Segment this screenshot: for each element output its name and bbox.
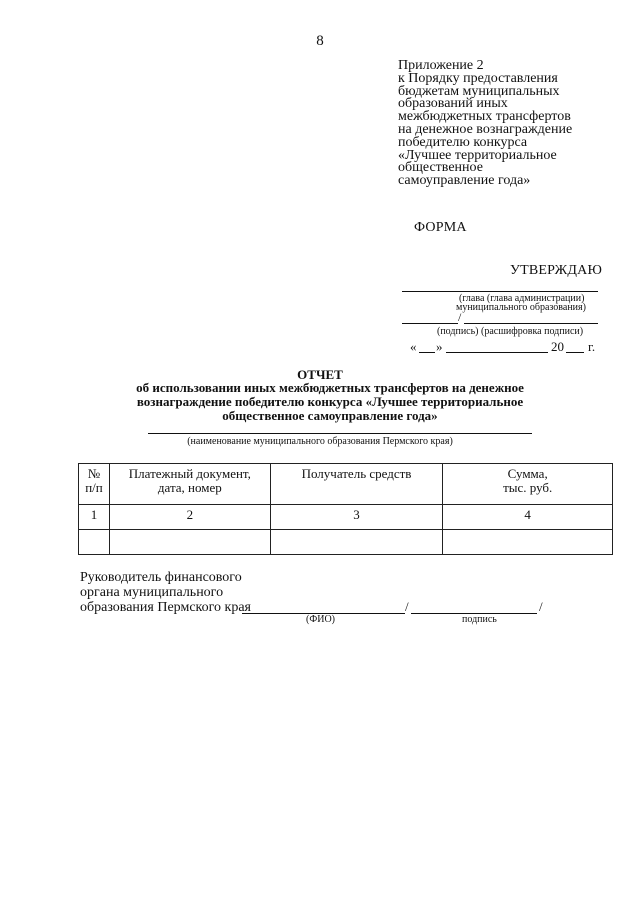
appendix-header — [398, 60, 618, 188]
date-day-line — [419, 352, 435, 353]
appendix-line: бюджетам муниципальных — [398, 83, 560, 99]
header-text: № — [87, 466, 101, 481]
appendix-line: к Порядку предоставления — [398, 70, 558, 86]
header-text: Платежный документ, — [128, 466, 251, 481]
appendix-line: победителю конкурса — [398, 134, 528, 150]
date-month-line — [446, 352, 548, 353]
appendix-line: Приложение 2 — [398, 58, 484, 73]
report-subtitle-line: вознаграждение победителю конкурса «Лучшее территориальное — [136, 394, 524, 409]
empty-cell — [79, 530, 110, 555]
appendix-line: на денежное вознаграждение — [398, 121, 573, 137]
table-header-row — [79, 464, 613, 505]
head-caption-2: муниципального образования) — [456, 302, 586, 313]
empty-cell — [270, 530, 443, 555]
header-text: Получатель средств — [301, 466, 412, 481]
column-number-cell: 3 — [270, 505, 443, 530]
signature-block — [80, 570, 251, 615]
appendix-line: межбюджетных трансфертов — [398, 109, 571, 125]
approval-heading: УТВЕРЖДАЮ — [510, 263, 603, 278]
signature-caption: (подпись) (расшифровка подписи) — [437, 326, 584, 337]
report-subtitle — [110, 381, 550, 423]
signature-decoding-line — [464, 323, 598, 324]
signature-line — [402, 323, 458, 324]
empty-cell — [109, 530, 270, 555]
date-year-suffix: г. — [588, 339, 596, 354]
table-empty-row — [79, 530, 613, 555]
signature-block-line: образования Пермского края — [80, 600, 251, 615]
header-cell-payment-document — [109, 464, 270, 505]
report-table — [78, 463, 613, 555]
appendix-line: общественное — [398, 160, 483, 176]
signature-block-line: Руководитель финансового — [80, 570, 242, 585]
header-text: п/п — [85, 480, 103, 495]
header-text: Сумма, — [507, 466, 548, 481]
date-year-line — [566, 352, 584, 353]
column-number-cell: 4 — [443, 505, 613, 530]
head-caption-1: (глава (глава администрации) — [459, 293, 585, 304]
signature-caption-bottom: подпись — [462, 614, 497, 625]
header-text: дата, номер — [157, 480, 222, 495]
page-number: 8 — [316, 33, 324, 49]
appendix-line: самоуправление года» — [398, 173, 531, 189]
form-label: ФОРМА — [414, 220, 467, 235]
header-cell-amount — [443, 464, 613, 505]
header-cell-number — [79, 464, 110, 505]
date-close-quote: » — [436, 339, 443, 354]
appendix-line: образований иных — [398, 96, 508, 112]
column-number-cell: 1 — [79, 505, 110, 530]
header-cell-recipient — [270, 464, 443, 505]
date-open-quote: « — [410, 339, 417, 354]
header-text: тыс. руб. — [503, 480, 553, 495]
appendix-line: «Лучшее территориальное — [398, 147, 557, 163]
approval-slash: / — [458, 310, 462, 324]
signature-slash-2: / — [539, 599, 543, 614]
head-name-line — [402, 291, 598, 292]
municipality-name-line — [148, 433, 532, 434]
municipality-caption: (наименование муниципального образования Пермского края) — [187, 436, 453, 447]
fio-caption: (ФИО) — [306, 614, 336, 625]
signature-block-line: органа муниципального — [80, 585, 224, 600]
report-title: ОТЧЕТ — [297, 367, 343, 382]
column-number-cell: 2 — [109, 505, 270, 530]
date-year-prefix: 20 — [551, 339, 564, 354]
report-subtitle-line: общественное самоуправление года» — [222, 408, 438, 423]
empty-cell — [443, 530, 613, 555]
signature-slash-1: / — [405, 599, 409, 614]
table-column-number-row — [79, 505, 613, 530]
report-subtitle-line: об использовании иных межбюджетных трансфертов на денежное — [136, 380, 524, 395]
